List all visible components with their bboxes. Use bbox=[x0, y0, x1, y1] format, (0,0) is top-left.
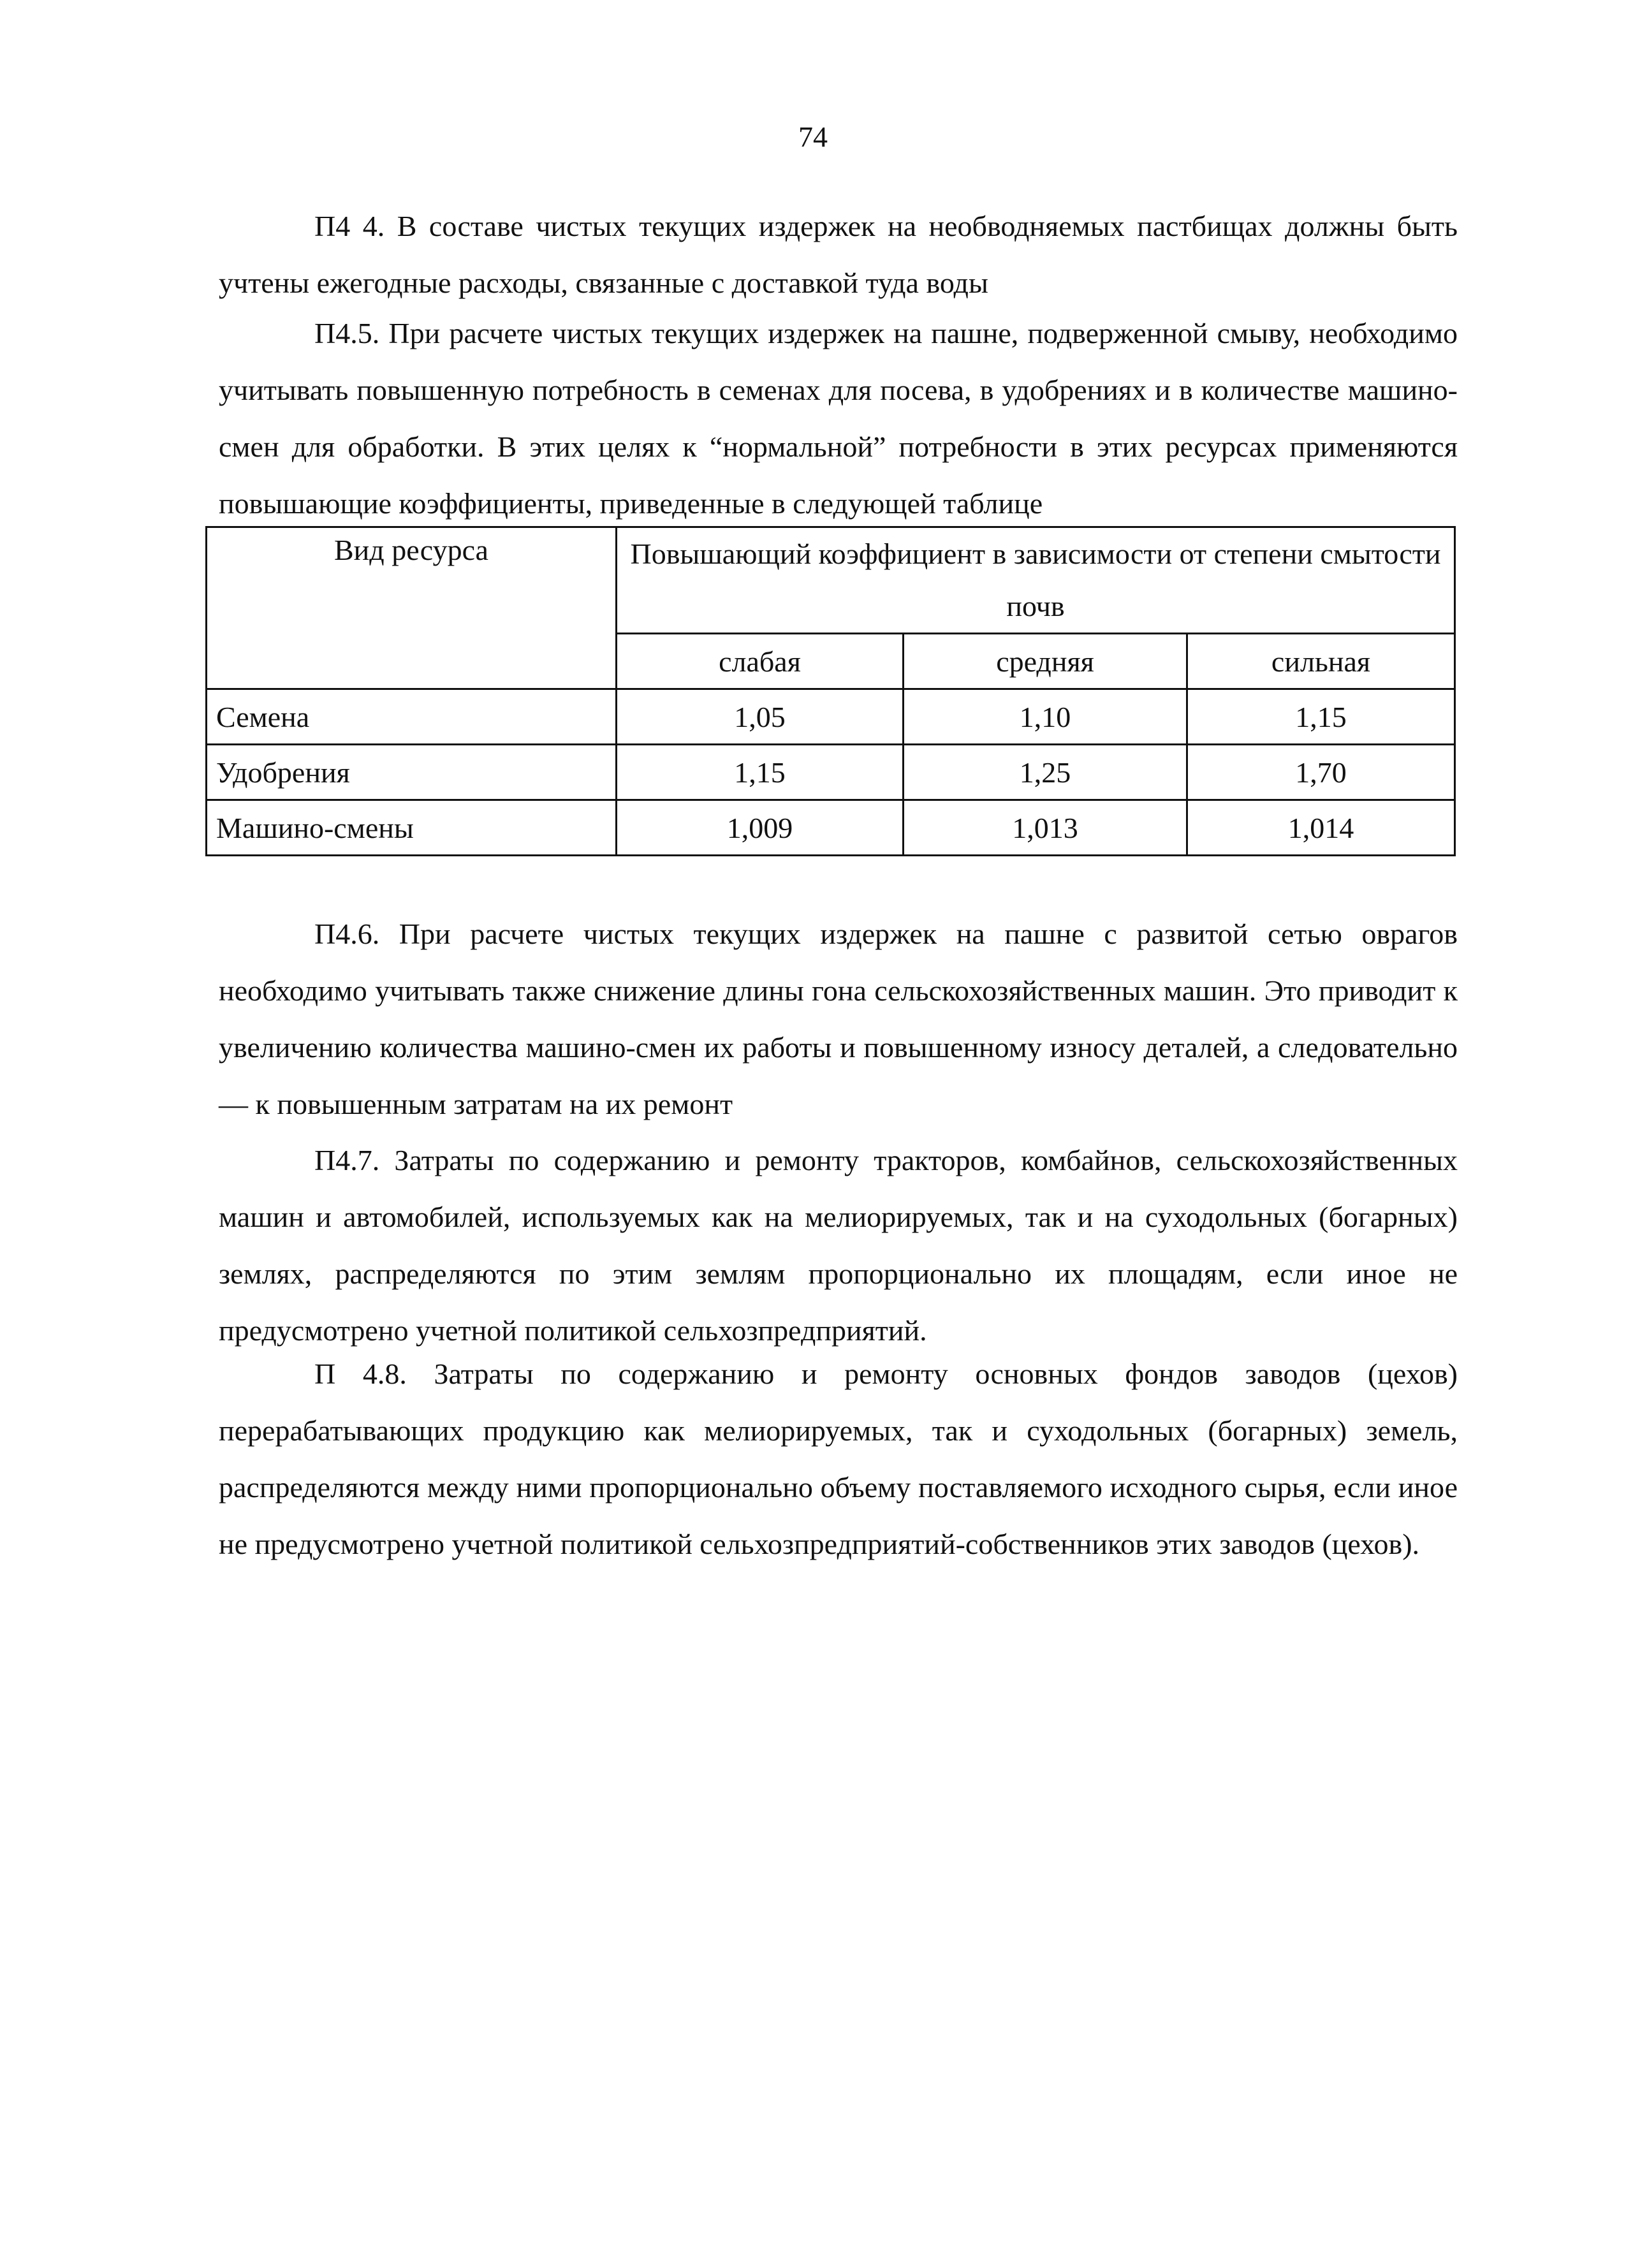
subheader-strong: сильная bbox=[1187, 634, 1455, 689]
coefficient-table bbox=[205, 526, 1456, 856]
table-cell: 1,25 bbox=[904, 745, 1187, 800]
table-cell: 1,014 bbox=[1187, 800, 1455, 856]
table-cell: 1,10 bbox=[904, 689, 1187, 745]
row-label: Семена bbox=[207, 689, 617, 745]
table-cell: 1,013 bbox=[904, 800, 1187, 856]
paragraph-p4-5: П4.5. При расчете чистых текущих издержек на пашне, подверженной смыву, необходимо учитывать повышенную потребность в семенах для посева, в удобрениях и в количестве машино-смен для обработки. В этих целях к “нормальной” потребности в этих ресурсах применяются повышающие коэффициенты, приведенные в следующей таблице bbox=[219, 317, 1458, 520]
table-cell: 1,70 bbox=[1187, 745, 1455, 800]
row-label: Машино-смены bbox=[207, 800, 617, 856]
subheader-weak: слабая bbox=[617, 634, 904, 689]
table-row bbox=[207, 689, 1455, 745]
table-cell: 1,15 bbox=[617, 745, 904, 800]
page-number: 74 bbox=[798, 121, 828, 153]
table-cell: 1,15 bbox=[1187, 689, 1455, 745]
paragraph-p4-8: П 4.8. Затраты по содержанию и ремонту основных фондов заводов (цехов) перерабатывающих продукцию как мелиорируемых, так и суходольных (богарных) земель, распределяются между ними пропорционально объему поставляемого исходного сырья, если иное не предусмотрено учетной политикой сельхозпредприятий-собственников этих заводов (цехов). bbox=[219, 1357, 1458, 1560]
header-resource-type: Вид ресурса bbox=[207, 527, 617, 689]
table-row bbox=[207, 745, 1455, 800]
table-cell: 1,009 bbox=[617, 800, 904, 856]
row-label: Удобрения bbox=[207, 745, 617, 800]
table-header-row bbox=[207, 527, 1455, 634]
paragraph-p4-7: П4.7. Затраты по содержанию и ремонту тракторов, комбайнов, сельскохозяйственных машин и автомобилей, используемых как на мелиорируемых, так и на суходольных (богарных) землях, распределяются по этим землям пропорционально их площадям, если иное не предусмотрено учетной политикой сельхозпредприятий. bbox=[219, 1144, 1458, 1347]
header-coefficient: Повышающий коэффициент в зависимости от степени смытости почв bbox=[617, 527, 1455, 634]
paragraph-p4-4: П4 4. В составе чистых текущих издержек на необводняемых пастбищах должны быть учтены ежегодные расходы, связанные с доставкой туда воды bbox=[219, 210, 1458, 299]
table-row bbox=[207, 800, 1455, 856]
paragraph-p4-6: П4.6. При расчете чистых текущих издержек на пашне с развитой сетью оврагов необходимо учитывать также снижение длины гона сельскохозяйственных машин. Это приводит к увеличению количества машино-смен их работы и повышенному износу деталей, а следовательно — к повышенным затратам на их ремонт bbox=[219, 918, 1458, 1120]
table-cell: 1,05 bbox=[617, 689, 904, 745]
subheader-medium: средняя bbox=[904, 634, 1187, 689]
